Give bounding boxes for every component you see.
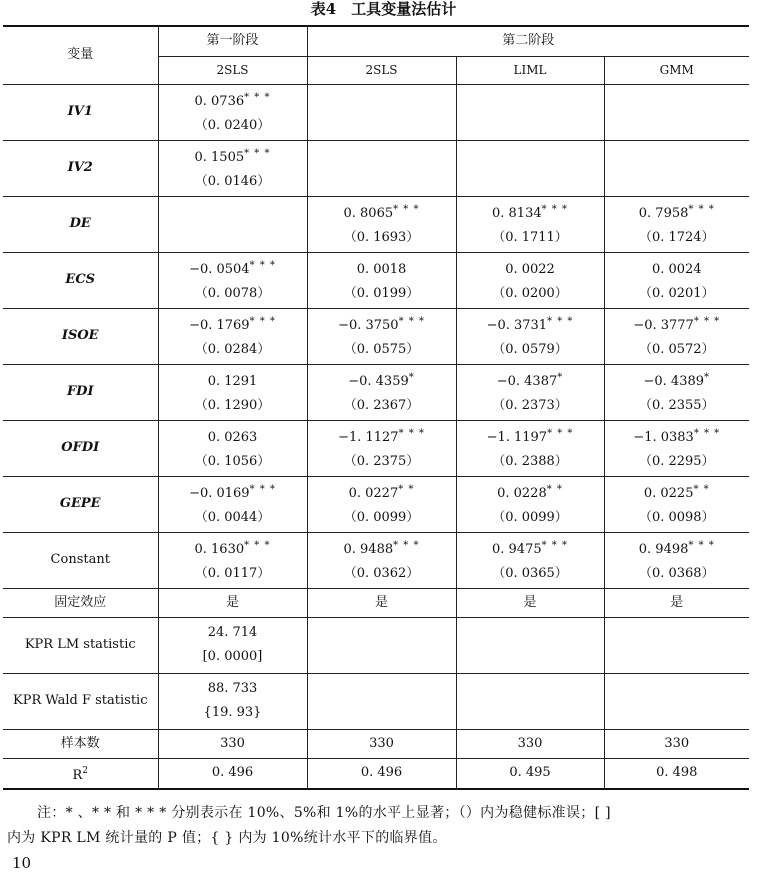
coefficient-value: 0. 0024: [651, 262, 702, 277]
coefficient-cell: [604, 476, 749, 532]
row-variable-name: IV1: [3, 84, 158, 140]
coefficient-cell: [158, 308, 307, 364]
coefficient-cell: [604, 532, 749, 588]
empty-cell: [307, 140, 456, 196]
coefficient-line: [308, 310, 456, 338]
kpr-wald-label: KPR Wald F statistic: [3, 673, 158, 729]
standard-error: （0. 1056）: [194, 454, 271, 469]
standard-error: （0. 1290）: [194, 398, 271, 413]
standard-error: （0. 0199）: [343, 286, 420, 301]
sample-size-row: [3, 729, 749, 758]
coefficient-value: 0. 0022: [505, 262, 555, 277]
coefficient-line: [159, 254, 307, 282]
standard-error: （0. 0099）: [492, 510, 568, 525]
coefficient-line: [457, 310, 604, 338]
row-variable-name: OFDI: [3, 420, 158, 476]
fixed-effects-value: 是: [307, 588, 456, 617]
coefficient-line: [159, 534, 307, 562]
coefficient-value: 0. 1291: [207, 374, 258, 389]
sample-size-value: 330: [456, 729, 604, 758]
fixed-effects-value: 是: [604, 588, 749, 617]
coefficient-line: [605, 254, 750, 282]
coefficient-line: [308, 366, 456, 394]
significance-stars: * * *: [244, 92, 271, 103]
kpr-lm-p-value: [0. 0000]: [202, 649, 263, 664]
significance-stars: * * *: [398, 428, 425, 439]
significance-stars: * * *: [541, 540, 568, 551]
coefficient-cell: [456, 364, 604, 420]
coefficient-cell: [456, 476, 604, 532]
coefficient-cell: [158, 532, 307, 588]
method-header: 2SLS: [158, 56, 307, 84]
coefficient-cell: [158, 84, 307, 140]
coefficient-line: [159, 86, 307, 114]
significance-stars: *: [557, 372, 564, 383]
table-row: [3, 532, 749, 588]
sample-size-value: 330: [307, 729, 456, 758]
method-header: 2SLS: [307, 56, 456, 84]
coefficient-value: 0. 1630: [194, 542, 245, 557]
coefficient-cell: [456, 308, 604, 364]
significance-stars: * * *: [398, 316, 425, 327]
sample-size-label: 样本数: [3, 729, 158, 758]
significance-stars: * * *: [244, 148, 271, 159]
standard-error: （0. 0572）: [638, 342, 715, 357]
significance-stars: *: [704, 372, 711, 383]
coefficient-value: 0. 1505: [194, 150, 245, 165]
coefficient-cell: [307, 308, 456, 364]
standard-error: （0. 0078）: [194, 286, 271, 301]
coefficient-value: −1. 0383: [633, 430, 694, 445]
coefficient-cell: [456, 196, 604, 252]
standard-error: （0. 2367）: [343, 398, 420, 413]
stage2-header: 第二阶段: [307, 26, 749, 56]
coefficient-cell: [158, 420, 307, 476]
significance-stars: * *: [398, 484, 415, 495]
sample-size-value: 330: [604, 729, 749, 758]
coefficient-line: [308, 534, 456, 562]
standard-error: （0. 2373）: [492, 398, 568, 413]
r-squared-value: 0. 495: [456, 758, 604, 789]
kpr-wald-cell: [158, 673, 307, 729]
coefficient-cell: [307, 420, 456, 476]
standard-error: （0. 0362）: [343, 566, 420, 581]
standard-error: （0. 2375）: [343, 454, 420, 469]
standard-error: （0. 1693）: [343, 230, 420, 245]
fixed-effects-label: 固定效应: [3, 588, 158, 617]
coefficient-value: 0. 0227: [348, 486, 399, 501]
empty-cell: [456, 673, 604, 729]
kpr-lm-label: KPR LM statistic: [3, 617, 158, 673]
significance-stars: * * *: [249, 316, 276, 327]
coefficient-line: [457, 478, 604, 506]
stage1-header: 第一阶段: [158, 26, 307, 56]
r-squared-value: 0. 496: [307, 758, 456, 789]
coefficient-cell: [604, 420, 749, 476]
standard-error: （0. 0365）: [492, 566, 568, 581]
row-variable-name: FDI: [3, 364, 158, 420]
significance-stars: * * *: [541, 204, 568, 215]
coefficient-cell: [604, 196, 749, 252]
r-squared-value: 0. 496: [158, 758, 307, 789]
coefficient-line: [308, 198, 456, 226]
coefficient-line: [457, 534, 604, 562]
method-header: LIML: [456, 56, 604, 84]
coefficient-value: −0. 3731: [486, 318, 548, 333]
standard-error: （0. 2388）: [492, 454, 568, 469]
coefficient-value: 0. 9475: [492, 542, 542, 557]
coefficient-line: [457, 254, 604, 282]
coefficient-value: 0. 0228: [497, 486, 547, 501]
coefficient-value: 0. 0736: [194, 94, 245, 109]
significance-stars: * * *: [688, 540, 715, 551]
standard-error: （0. 0098）: [638, 510, 715, 525]
method-header: GMM: [604, 56, 749, 84]
standard-error: （0. 0044）: [194, 510, 271, 525]
coefficient-line: [605, 422, 750, 450]
table-row: [3, 420, 749, 476]
significance-stars: * * *: [547, 428, 574, 439]
standard-error: （0. 1711）: [492, 230, 568, 245]
empty-cell: [604, 140, 749, 196]
row-variable-name: GEPE: [3, 476, 158, 532]
coefficient-line: [308, 254, 456, 282]
variable-header: 变量: [3, 26, 158, 84]
standard-error: （0. 0575）: [343, 342, 420, 357]
standard-error: （0. 0201）: [638, 286, 715, 301]
coefficient-line: [308, 478, 456, 506]
table-row: [3, 308, 749, 364]
note-line-1: 注：* 、* * 和 * * * 分别表示在 10%、5%和 1%的水平上显著；（）内为稳健标准误；[ ]: [37, 805, 611, 821]
page-number: 10: [12, 854, 32, 872]
kpr-lm-row: [3, 617, 749, 673]
standard-error: （0. 2295）: [638, 454, 715, 469]
iv-estimation-table: [3, 25, 749, 790]
coefficient-value: 0. 9488: [343, 542, 394, 557]
row-variable-name: DE: [3, 196, 158, 252]
note-line-2: 内为 KPR LM 统计量的 P 值；{ } 内为 10%统计水平下的临界值。: [7, 830, 447, 846]
coefficient-value: 0. 0225: [643, 486, 694, 501]
kpr-lm-value: 24. 714: [207, 625, 258, 640]
row-variable-name: Constant: [3, 532, 158, 588]
coefficient-value: 0. 9498: [638, 542, 689, 557]
coefficient-line: [308, 422, 456, 450]
significance-stars: * * *: [688, 204, 715, 215]
significance-stars: * * *: [393, 540, 420, 551]
coefficient-line: [605, 534, 750, 562]
coefficient-line: [457, 422, 604, 450]
coefficient-cell: [307, 364, 456, 420]
fixed-effects-row: [3, 588, 749, 617]
significance-stars: * *: [693, 484, 710, 495]
coefficient-value: 0. 8134: [492, 206, 542, 221]
standard-error: （0. 0579）: [492, 342, 568, 357]
standard-error: （0. 0099）: [343, 510, 420, 525]
standard-error: （0. 2355）: [638, 398, 715, 413]
standard-error: （0. 0240）: [194, 118, 271, 133]
empty-cell: [456, 84, 604, 140]
empty-cell: [604, 84, 749, 140]
empty-cell: [158, 196, 307, 252]
coefficient-value: −0. 1769: [189, 318, 250, 333]
kpr-wald-value: 88. 733: [207, 681, 258, 696]
standard-error: （0. 0200）: [492, 286, 568, 301]
coefficient-cell: [158, 476, 307, 532]
coefficient-value: −1. 1197: [486, 430, 548, 445]
coefficient-value: 0. 8065: [343, 206, 394, 221]
coefficient-value: −1. 1127: [338, 430, 399, 445]
coefficient-value: 0. 0018: [356, 262, 407, 277]
coefficient-cell: [158, 140, 307, 196]
coefficient-cell: [456, 252, 604, 308]
coefficient-line: [457, 198, 604, 226]
coefficient-line: [159, 142, 307, 170]
coefficient-line: [457, 366, 604, 394]
coefficient-line: [605, 478, 750, 506]
table-title: 表4 工具变量法估计: [310, 0, 457, 18]
significance-stars: * *: [546, 484, 563, 495]
significance-stars: * * *: [244, 540, 271, 551]
table-row: [3, 196, 749, 252]
empty-cell: [307, 617, 456, 673]
coefficient-cell: [604, 308, 749, 364]
row-variable-name: IV2: [3, 140, 158, 196]
coefficient-cell: [456, 420, 604, 476]
coefficient-value: −0. 4387: [496, 374, 558, 389]
empty-cell: [456, 140, 604, 196]
coefficient-cell: [307, 196, 456, 252]
kpr-lm-cell: [158, 617, 307, 673]
sample-size-value: 330: [158, 729, 307, 758]
significance-stars: * * *: [249, 260, 276, 271]
empty-cell: [456, 617, 604, 673]
table-row: [3, 252, 749, 308]
coefficient-line: [159, 478, 307, 506]
empty-cell: [604, 617, 749, 673]
table-row: [3, 84, 749, 140]
coefficient-cell: [456, 532, 604, 588]
coefficient-value: −0. 3777: [633, 318, 694, 333]
significance-stars: * * *: [693, 428, 721, 439]
table-row: [3, 476, 749, 532]
coefficient-value: 0. 0263: [207, 430, 258, 445]
coefficient-line: [159, 310, 307, 338]
r-squared-value: 0. 498: [604, 758, 749, 789]
empty-cell: [307, 84, 456, 140]
coefficient-line: [159, 366, 307, 394]
coefficient-line: [159, 422, 307, 450]
r-squared-row: [3, 758, 749, 789]
coefficient-line: [605, 366, 750, 394]
coefficient-cell: [307, 252, 456, 308]
significance-stars: * * *: [393, 204, 420, 215]
standard-error: （0. 0368）: [638, 566, 715, 581]
coefficient-value: −0. 0504: [189, 262, 250, 277]
empty-cell: [307, 673, 456, 729]
significance-stars: * * *: [249, 484, 276, 495]
row-variable-name: ISOE: [3, 308, 158, 364]
coefficient-cell: [158, 252, 307, 308]
coefficient-cell: [307, 532, 456, 588]
coefficient-line: [605, 198, 750, 226]
coefficient-line: [605, 310, 750, 338]
coefficient-cell: [307, 476, 456, 532]
fixed-effects-value: 是: [158, 588, 307, 617]
coefficient-value: −0. 4389: [643, 374, 705, 389]
coefficient-cell: [158, 364, 307, 420]
coefficient-cell: [604, 252, 749, 308]
coefficient-value: −0. 3750: [338, 318, 399, 333]
coefficient-value: −0. 4359: [348, 374, 409, 389]
r-squared-superscript: 2: [82, 765, 89, 776]
row-variable-name: ECS: [3, 252, 158, 308]
significance-stars: * * *: [547, 316, 574, 327]
empty-cell: [604, 673, 749, 729]
r-squared-letter: R: [72, 767, 83, 783]
standard-error: （0. 0117）: [194, 566, 271, 581]
coefficient-cell: [604, 364, 749, 420]
standard-error: （0. 1724）: [638, 230, 715, 245]
header-row-stages: [3, 26, 749, 56]
standard-error: （0. 0146）: [194, 174, 271, 189]
table-row: [3, 364, 749, 420]
coefficient-value: 0. 7958: [638, 206, 689, 221]
fixed-effects-value: 是: [456, 588, 604, 617]
coefficient-value: −0. 0169: [189, 486, 250, 501]
significance-stars: * * *: [693, 316, 721, 327]
standard-error: （0. 0284）: [194, 342, 271, 357]
r-squared-label: [3, 758, 158, 789]
table-row: [3, 140, 749, 196]
table-note: [7, 801, 752, 851]
significance-stars: *: [408, 372, 415, 383]
kpr-wald-critical-value: {19. 93}: [203, 705, 262, 720]
kpr-wald-row: [3, 673, 749, 729]
